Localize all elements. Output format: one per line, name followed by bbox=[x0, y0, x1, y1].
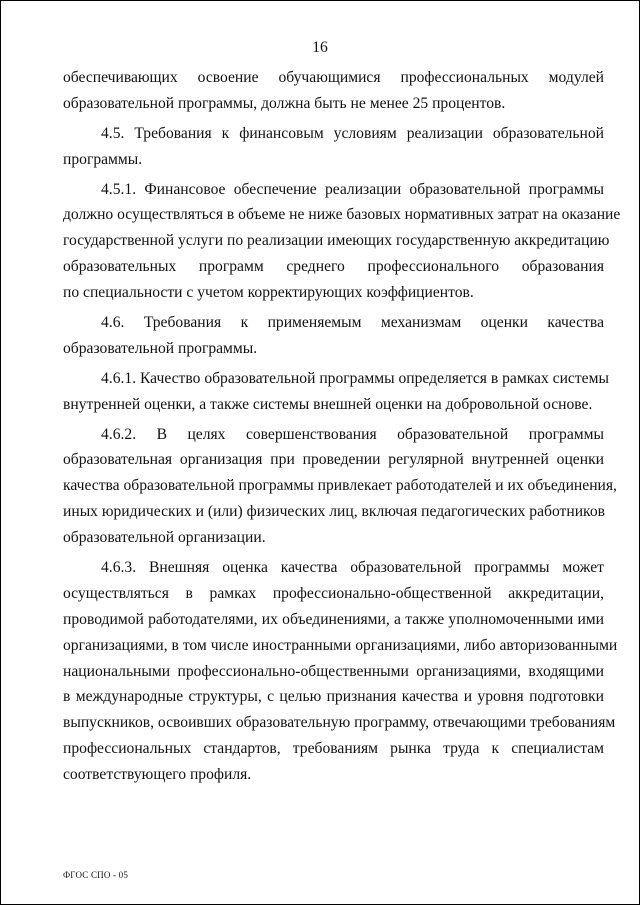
text-line: национальными профессионально-общественными организациями, входящими bbox=[63, 662, 604, 680]
text-line: профессиональных стандартов, требованиям рынка труда к специалистам bbox=[63, 740, 604, 758]
text-line: 4.5. Требования к финансовым условиям реализации образовательной bbox=[101, 124, 604, 142]
text-line: выпускников, освоивших образовательную программу, отвечающими требованиям bbox=[63, 714, 616, 732]
text-line: организациями, в том числе иностранными организациями, либо авторизованными bbox=[63, 636, 618, 654]
text-line: 4.6.2. В целях совершенствования образовательной программы bbox=[101, 425, 604, 443]
text-line: государственной услуги по реализации имеющих государственную аккредитацию bbox=[63, 232, 610, 250]
paragraph bbox=[63, 555, 618, 788]
paragraph bbox=[63, 121, 604, 173]
text-line: образовательных программ среднего профессионального образования bbox=[63, 258, 604, 276]
paragraph bbox=[63, 310, 604, 362]
paragraph bbox=[63, 177, 621, 306]
text-line: проводимой работодателями, их объединениями, а также уполномоченными ими bbox=[63, 610, 604, 628]
text-line: образовательной программы. bbox=[63, 339, 258, 357]
text-line: по специальности с учетом корректирующих коэффициентов. bbox=[63, 284, 474, 302]
paragraph bbox=[63, 366, 609, 418]
text-line: образовательной программы, должна быть не менее 25 процентов. bbox=[63, 94, 506, 112]
paragraph bbox=[63, 65, 604, 117]
footer-label: ФГОС СПО - 05 bbox=[63, 870, 129, 880]
text-line: должно осуществляться в объеме не ниже базовых нормативных затрат на оказание bbox=[63, 206, 621, 224]
text-line: образовательная организация при проведении регулярной внутренней оценки bbox=[63, 451, 604, 469]
body-text bbox=[63, 65, 621, 788]
text-line: 4.6.3. Внешняя оценка качества образовательной программы может bbox=[101, 559, 604, 577]
text-line: осуществляться в рамках профессионально-общественной аккредитации, bbox=[63, 584, 604, 602]
text-line: обеспечивающих освоение обучающимися профессиональных модулей bbox=[63, 69, 604, 86]
text-line: иных юридических и (или) физических лиц, включая педагогических работников bbox=[63, 503, 605, 521]
text-line: образовательной организации. bbox=[63, 529, 266, 547]
text-line: 4.5.1. Финансовое обеспечение реализации образовательной программы bbox=[101, 180, 604, 198]
text-line: соответствующего профиля. bbox=[63, 766, 252, 784]
text-line: в международные структуры, с целью признания качества и уровня подготовки bbox=[63, 688, 604, 706]
page-number: 16 bbox=[312, 39, 328, 56]
text-line: 4.6.1. Качество образовательной программы определяется в рамках системы bbox=[101, 369, 609, 387]
text-line: 4.6. Требования к применяемым механизмам оценки качества bbox=[101, 314, 604, 332]
text-line: внутренней оценки, а также системы внешней оценки на добровольной основе. bbox=[63, 395, 593, 413]
paragraph bbox=[63, 422, 617, 551]
text-line: качества образовательной программы привлекает работодателей и их объединения, bbox=[63, 477, 617, 495]
text-line: программы. bbox=[63, 150, 143, 168]
